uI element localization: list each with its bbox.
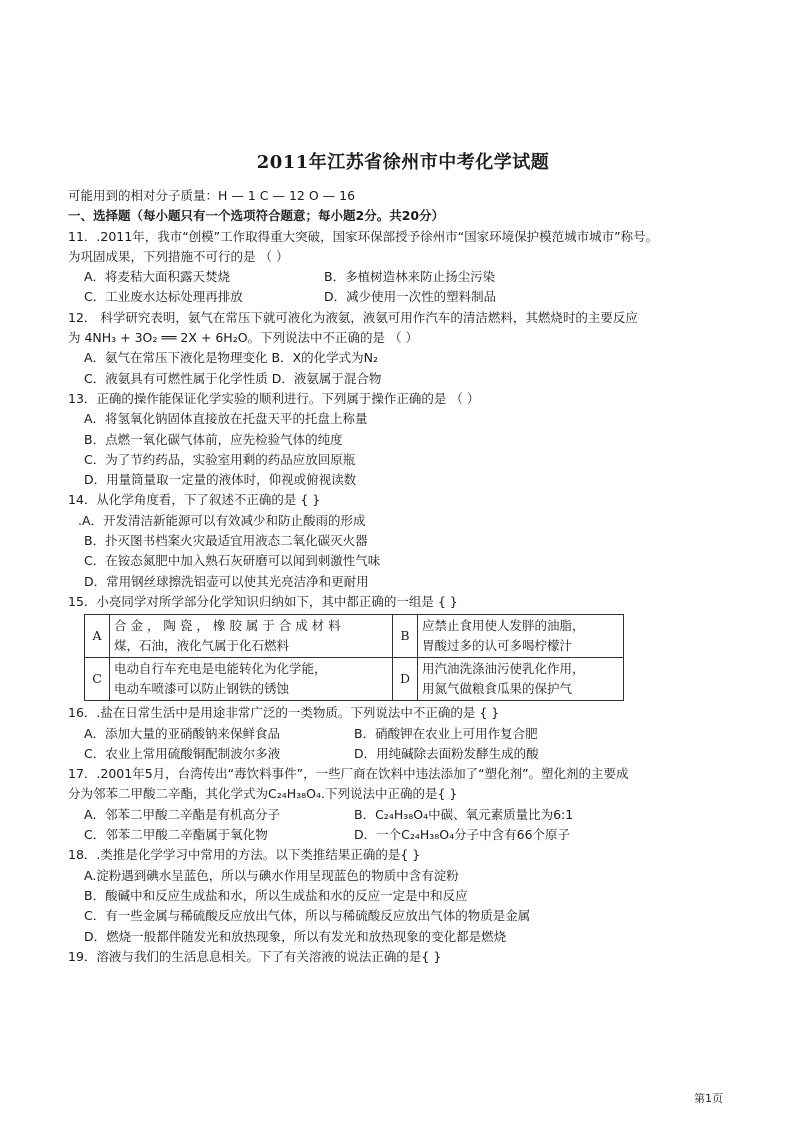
q11-option-a: A．将麦秸大面积露天焚烧	[84, 269, 231, 285]
question-12	[68, 308, 738, 389]
q16-stem: 16．.盐在日常生活中是用途非常广泛的一类物质。下列说法中不正确的是 { }	[68, 705, 500, 721]
q15-table	[84, 614, 624, 701]
q17-option-c: C．邻苯二甲酸二辛酯属于氧化物	[84, 827, 268, 843]
q13-option-a: A．将氢氧化钠固体直接放在托盘天平的托盘上称量	[84, 411, 368, 427]
q18-option-b: B．酸碱中和反应生成盐和水，所以生成盐和水的反应一定是中和反应	[84, 887, 468, 903]
q12-stem-1: 12． 科学研究表明，氨气在常压下就可液化为液氨，液氨可用作汽车的清洁燃料，其燃烧时的主要反应	[68, 309, 638, 325]
q12-options-ab: A．氨气在常压下液化是物理变化 B．X的化学式为N₂	[84, 350, 379, 366]
q15-cell-a	[110, 615, 393, 658]
q15-label-d: D	[393, 658, 418, 701]
q14-option-c: C．在铵态氮肥中加入熟石灰研磨可以闻到刺激性气味	[84, 553, 381, 569]
mass-line: 可能用到的相对分子质量：H — 1 C — 12 O — 16	[68, 188, 356, 203]
question-18	[68, 845, 738, 946]
q15-label-c: C	[85, 658, 110, 701]
q11-option-c: C．工业废水达标处理再排放	[84, 289, 243, 305]
q14-option-b: B．扑灭图书档案火灾最适宜用液态二氧化碳灭火器	[84, 533, 368, 549]
q15-a-line-1: 合 金 ， 陶 瓷 ， 橡 胶 属 于 合 成 材 料	[114, 618, 341, 634]
q14-stem: 14．从化学角度看，下了叙述不正确的是 { }	[68, 492, 321, 508]
q18-option-c: C．有一些金属与稀硫酸反应放出气体，所以与稀硫酸反应放出气体的物质是金属	[84, 908, 531, 924]
q15-cell-b	[418, 615, 624, 658]
q15-cell-d	[418, 658, 624, 701]
question-13	[68, 389, 738, 490]
q18-stem: 18．.类推是化学学习中常用的方法。以下类推结果正确的是{ }	[68, 847, 421, 863]
q13-option-d: D．用量筒量取一定量的液体时，仰视或俯视读数	[84, 472, 357, 488]
q17-stem-2: 分为邻苯二甲酸二辛酯，其化学式为C₂₄H₃₈O₄.下列说法中正确的是{ }	[68, 786, 458, 802]
q15-c-line-1: 电动自行车充电是电能转化为化学能，	[114, 661, 327, 677]
q18-option-d: D．燃烧一般都伴随发光和放热现象，所以有发光和放热现象的变化都是燃烧	[84, 928, 507, 944]
q19-stem: 19．溶液与我们的生活息息相关。下了有关溶液的说法正确的是{ }	[68, 948, 442, 964]
q15-label-a: A	[85, 615, 110, 658]
question-15	[68, 592, 738, 701]
q13-stem: 13．正确的操作能保证化学实验的顺利进行。下列属于操作正确的是 （ ）	[68, 390, 480, 406]
page-number: 第1页	[694, 1092, 723, 1105]
q12-stem-2: 为 4NH₃ + 3O₂ ══ 2X + 6H₂O。下列说法中不正确的是 （ ）	[68, 330, 418, 346]
q15-b-line-1: 应禁止食用使人发胖的油脂，	[422, 618, 585, 634]
q11-stem-2: 为巩固成果，下列措施不可行的是 （ ）	[68, 248, 289, 264]
question-11	[68, 227, 738, 308]
q17-stem-1: 17．.2001年5月，台湾传出“毒饮料事件”，一些厂商在饮料中违法添加了“塑化剂”。塑化剂的主要成	[68, 766, 629, 782]
q13-option-b: B．点燃一氧化碳气体前，应先检验气体的纯度	[84, 431, 343, 447]
q15-cell-c	[110, 658, 393, 701]
q15-c-line-2: 电动车喷漆可以防止钢铁的锈蚀	[114, 681, 290, 697]
question-19	[68, 947, 738, 967]
question-17	[68, 764, 738, 845]
q13-option-c: C．为了节约药品，实验室用剩的药品应放回原瓶	[84, 451, 356, 467]
q11-option-b: B．多植树造林来防止扬尘污染	[324, 269, 496, 285]
q12-options-cd: C．液氨具有可燃性属于化学性质 D．液氨属于混合物	[84, 370, 382, 386]
q17-option-a: A．邻苯二甲酸二辛酯是有机高分子	[84, 806, 281, 822]
page-title: 2011年江苏省徐州市中考化学试题	[256, 152, 550, 173]
q14-option-d: D．常用钢丝球擦洗铝壶可以使其光亮洁净和更耐用	[84, 573, 369, 589]
q15-d-line-2: 用氮气做粮食瓜果的保护气	[422, 681, 573, 697]
question-16	[68, 703, 738, 764]
q15-b-line-2: 胃酸过多的认可多喝柠檬汁	[422, 638, 573, 654]
q15-d-line-1: 用汽油洗涤油污使乳化作用，	[422, 661, 585, 677]
q11-option-d: D．减少使用一次性的塑料制品	[324, 289, 497, 305]
q17-option-b: B．C₂₄H₃₈O₄中碳、氧元素质量比为6:1	[354, 806, 574, 822]
q16-option-b: B．硝酸钾在农业上可用作复合肥	[354, 725, 538, 741]
q11-stem-1: 11．.2011年，我市“创模”工作取得重大突破，国家环保部授予徐州市“国家环境保护模范城市城市”称号。	[68, 228, 659, 244]
section-heading: 一、选择题（每小题只有一个选项符合题意；每小题2分。共20分）	[68, 208, 445, 224]
question-14	[68, 490, 738, 591]
q15-a-line-2: 煤，石油，液化气属于化石燃料	[114, 638, 290, 654]
q17-option-d: D．一个C₂₄H₃₈O₄分子中含有66个原子	[354, 827, 571, 843]
q16-option-c: C．农业上常用硫酸铜配制波尔多液	[84, 745, 281, 761]
q15-stem: 15．小亮同学对所学部分化学知识归纳如下，其中都正确的一组是 { }	[68, 593, 458, 609]
q14-option-a: .A．开发清洁新能源可以有效减少和防止酸雨的形成	[78, 512, 366, 528]
q16-option-a: A．添加大量的亚硝酸钠来保鲜食品	[84, 725, 281, 741]
q18-option-a: A.淀粉遇到碘水呈蓝色，所以与碘水作用呈现蓝色的物质中含有淀粉	[84, 867, 459, 883]
q16-option-d: D．用纯碱除去面粉发酵生成的酸	[354, 745, 539, 761]
q15-label-b: B	[393, 615, 418, 658]
exam-page	[68, 148, 738, 967]
